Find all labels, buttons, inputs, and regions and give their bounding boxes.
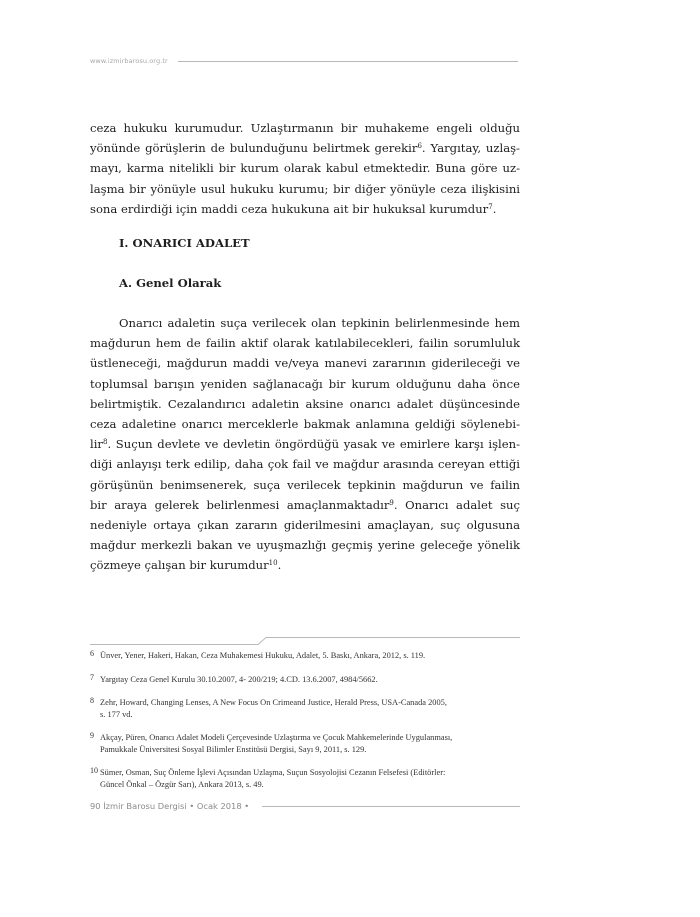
footnote-text: Yargıtay Ceza Genel Kurulu 30.10.2007, 4- 200/219; 4.CD. 13.6.2007, 4984/5662. [100, 675, 378, 684]
page-header [90, 57, 518, 67]
footnote-6 [90, 650, 520, 662]
text-line: ceza adaletine onarıcı merceklerle bakmak anlamına geldiği söylenebi- [90, 417, 520, 432]
header-rule [178, 61, 518, 62]
footnote-10 [90, 767, 520, 790]
footnote-8 [90, 697, 520, 720]
text-line: üstleneceği, mağdurun maddi ve/veya manevi zararının giderileceği ve [90, 356, 520, 371]
footnote-number: 10 [90, 766, 98, 775]
footnote-number: 7 [90, 673, 94, 682]
text-line: sona erdirdiği için maddi ceza hukukuna ait bir hukuksal kurumdur$^7$. [90, 201, 497, 216]
text-line: diği anlayışı terk edilip, daha çok fail ve mağdur arasında cereyan ettiği [90, 457, 520, 472]
header-url: www.izmirbarosu.org.tr [90, 57, 168, 65]
page-footer [90, 800, 520, 812]
footnote-text: Ünver, Yener, Hakeri, Hakan, Ceza Muhakemesi Hukuku, Adalet, 5. Baskı, Ankara, 2012, s. 119. [100, 651, 426, 660]
footnote-text: Güncel Önkal – Özgür Sarı), Ankara 2013, s. 49. [100, 779, 264, 789]
text-line: lir$^8$. Suçun devlete ve devletin öngördüğü yasak ve emirlere karşı işlen- [90, 437, 520, 452]
text-line: mayı, karma nitelikli bir kurum olarak kabul etmektedir. Buna göre uz- [90, 161, 520, 176]
text-line: görüşünün benimsenerek, suça verilecek tepkinin mağdurun ve failin [90, 477, 520, 492]
footnote-text: Zehr, Howard, Changing Lenses, A New Focus On Crimeand Justice, Herald Press, USA-Canada 2005, [100, 698, 447, 707]
footnote-text: s. 177 vd. [100, 709, 133, 719]
text-line: toplumsal barışın yeniden sağlanacağı bir kurum olduğunu daha önce [90, 376, 520, 391]
footer-rule [262, 806, 520, 807]
main-paragraph [90, 313, 520, 576]
footnote-separator [90, 634, 520, 646]
footnote-ref-7: 7 [488, 202, 493, 211]
text-line: nedeniyle ortaya çıkan zararın giderilmesini amaçlayan, suç olgusuna [90, 518, 520, 533]
footnote-ref-6: 6 [417, 142, 422, 151]
text-line: belirtmiştik. Cezalandırıcı adaletin aksine onarıcı adalet düşüncesinde [90, 396, 520, 411]
section-heading: I. ONARICI ADALET [119, 236, 250, 250]
text-line: mağdur merkezli bakan ve uyuşmazlığı geçmiş yerine geleceğe yönelik [90, 538, 520, 553]
footnote-number: 6 [90, 649, 94, 658]
footnote-text: Sümer, Osman, Suç Önleme İşlevi Açısından Uzlaşma, Suçun Sosyolojisi Cezanın Felsefesi (Editörler: [100, 768, 446, 777]
text-line: ceza hukuku kurumudur. Uzlaştırmanın bir muhakeme engeli olduğu [90, 121, 520, 135]
footnote-text: Akçay, Püren, Onarıcı Adalet Modeli Çerçevesinde Uzlaştırma ve Çocuk Mahkemelerinde Uygulanması, [100, 733, 453, 742]
footnote-ref-10: 10 [268, 559, 278, 568]
footnote-ref-9: 9 [389, 498, 394, 507]
text-line: mağdurun hem de failin aktif olarak katılabilecekleri, failin sorumluluk [90, 336, 520, 351]
footnote-ref-8: 8 [102, 438, 108, 447]
text-line: laşma bir yönüyle usul hukuku kurumu; bir diğer yönüyle ceza ilişkisini [90, 181, 520, 196]
text-line: bir araya gelerek belirlenmesi amaçlanmaktadır$^9$. Onarıcı adalet suç [90, 497, 520, 512]
footnote-number: 8 [90, 696, 94, 705]
footnote-number: 9 [90, 731, 94, 740]
intro-paragraph [90, 118, 520, 219]
footnote-7 [90, 674, 520, 686]
subsection-heading: A. Genel Olarak [119, 276, 222, 290]
text-line: çözmeye çalışan bir kurumdur$^{10}$. [90, 558, 282, 573]
text-line: Onarıcı adaletin suça verilecek olan tepkinin belirlenmesinde hem [119, 316, 520, 330]
footnote-9 [90, 732, 520, 755]
footnote-text: Pamukkale Üniversitesi Sosyal Bilimler Enstitüsü Dergisi, Sayı 9, 2011, s. 129. [100, 744, 367, 754]
footer-text: 90 İzmir Barosu Dergisi • Ocak 2018 • [90, 801, 250, 811]
text-line: yönünde görüşlerin de bulunduğunu belirtmek gerekir$^6$. Yargıtay, uzlaş- [90, 141, 520, 156]
